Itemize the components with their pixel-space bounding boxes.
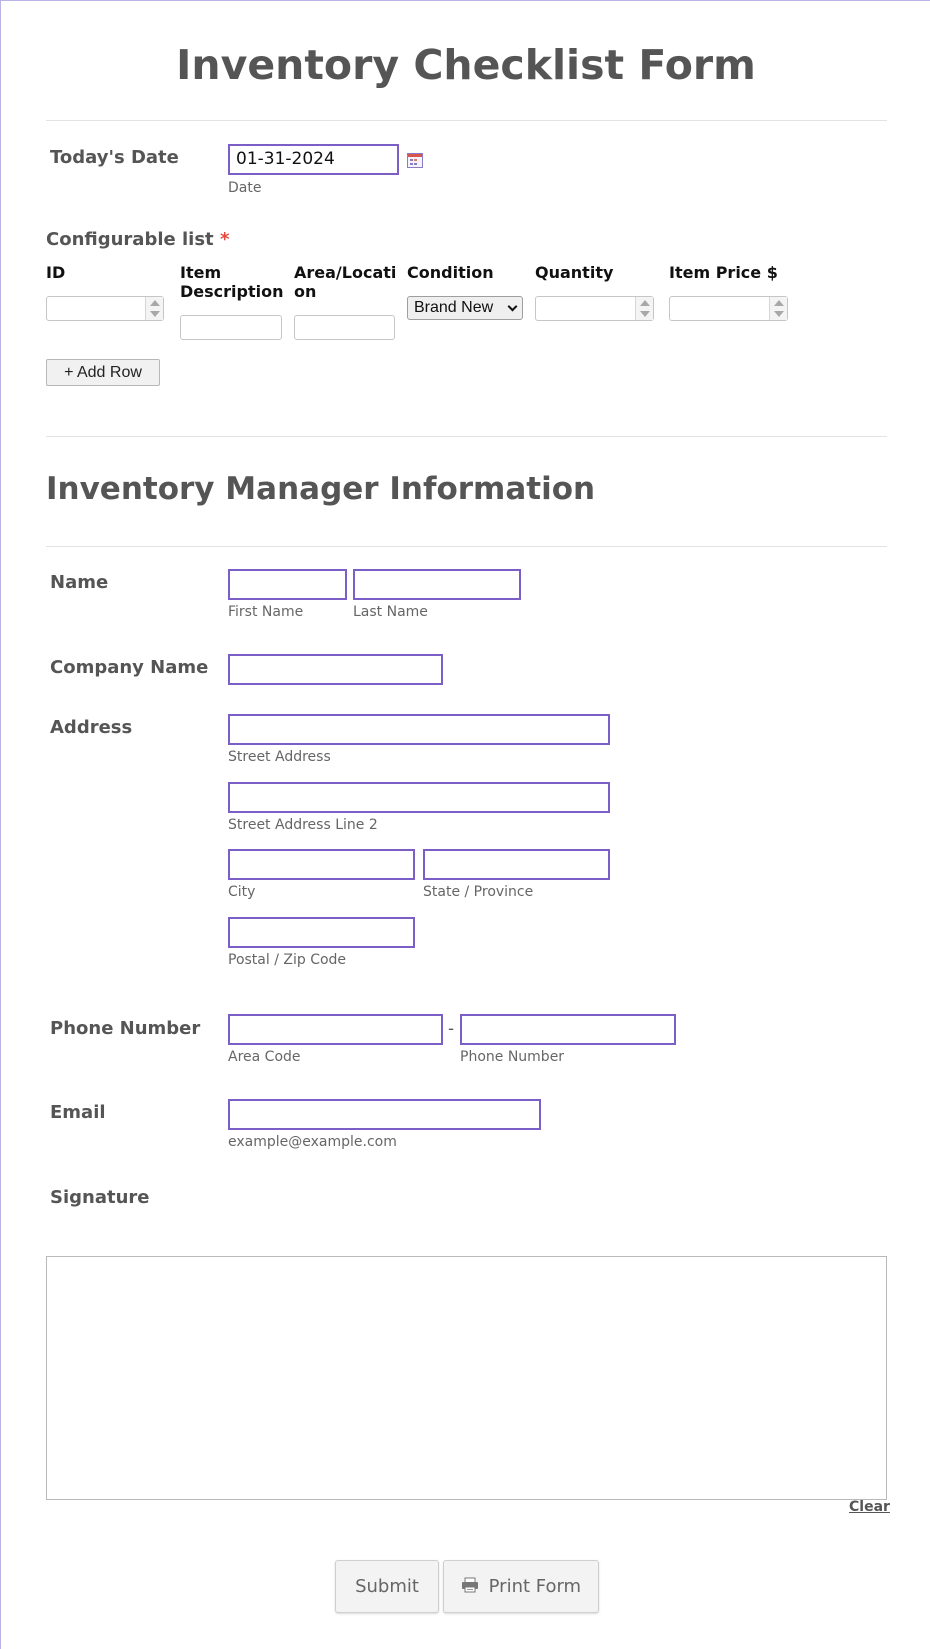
- print-form-button[interactable]: [443, 1560, 599, 1613]
- street-address-input[interactable]: [228, 714, 610, 745]
- column-header-area-location: [294, 263, 404, 301]
- printer-icon: [461, 1562, 479, 1613]
- quantity-input[interactable]: [535, 296, 654, 321]
- submit-button[interactable]: Submit: [335, 1560, 439, 1613]
- email-sublabel: example@example.com: [228, 1134, 397, 1150]
- spinner-arrows[interactable]: [145, 297, 163, 320]
- divider: [46, 120, 887, 121]
- configurable-list-label-text: Configurable list: [46, 229, 214, 250]
- column-header-item-price: Item Price $: [669, 263, 778, 282]
- name-label: Name: [50, 572, 109, 593]
- column-header-condition: Condition: [407, 263, 494, 282]
- clear-signature-link[interactable]: Clear: [849, 1499, 890, 1515]
- column-header-line: Area/Locati: [294, 263, 397, 282]
- column-header-line: Item: [180, 263, 222, 282]
- postal-code-input[interactable]: [228, 917, 415, 948]
- phone-number-label: Phone Number: [50, 1018, 201, 1039]
- form-title: Inventory Checklist Form: [176, 41, 756, 89]
- chevron-down-icon: [508, 302, 518, 312]
- postal-code-sublabel: Postal / Zip Code: [228, 952, 347, 968]
- area-code-input[interactable]: [228, 1014, 443, 1045]
- configurable-list-label: [46, 229, 229, 250]
- date-sublabel: Date: [228, 180, 262, 196]
- condition-selected-value: Brand New: [414, 299, 494, 316]
- area-code-sublabel: Area Code: [228, 1049, 301, 1065]
- phone-number-input[interactable]: [460, 1014, 676, 1045]
- calendar-icon[interactable]: [407, 153, 423, 168]
- phone-separator: -: [448, 1019, 455, 1039]
- spinner-arrows[interactable]: [769, 297, 787, 320]
- email-label: Email: [50, 1102, 106, 1123]
- street-address-line2-input[interactable]: [228, 782, 610, 813]
- date-label: Today's Date: [50, 147, 179, 168]
- company-name-input[interactable]: [228, 654, 443, 685]
- date-input[interactable]: 01-31-2024: [228, 144, 399, 175]
- first-name-sublabel: First Name: [228, 604, 304, 620]
- print-form-label: Print Form: [488, 1576, 582, 1597]
- divider: [46, 436, 887, 437]
- company-name-label: Company Name: [50, 657, 209, 678]
- city-sublabel: City: [228, 884, 256, 900]
- street-address-line2-sublabel: Street Address Line 2: [228, 817, 378, 833]
- city-input[interactable]: [228, 849, 415, 880]
- spinner-arrows[interactable]: [635, 297, 653, 320]
- street-address-sublabel: Street Address: [228, 749, 331, 765]
- item-price-input[interactable]: [669, 296, 788, 321]
- state-province-input[interactable]: [423, 849, 610, 880]
- first-name-input[interactable]: [228, 569, 347, 600]
- column-header-quantity: Quantity: [535, 263, 614, 282]
- divider: [46, 546, 887, 547]
- id-number-input[interactable]: [46, 296, 164, 321]
- email-input[interactable]: [228, 1099, 541, 1130]
- signature-label: Signature: [50, 1187, 150, 1208]
- condition-select[interactable]: [407, 296, 523, 320]
- signature-pad[interactable]: [46, 1256, 887, 1500]
- item-description-input[interactable]: [180, 315, 282, 340]
- last-name-sublabel: Last Name: [353, 604, 428, 620]
- column-header-item-description: [180, 263, 290, 301]
- area-location-input[interactable]: [294, 315, 395, 340]
- phone-number-sublabel: Phone Number: [460, 1049, 565, 1065]
- required-mark: *: [219, 229, 230, 250]
- column-header-id: ID: [46, 263, 66, 282]
- column-header-line: Description: [180, 282, 284, 301]
- address-label: Address: [50, 717, 133, 738]
- state-province-sublabel: State / Province: [423, 884, 534, 900]
- last-name-input[interactable]: [353, 569, 521, 600]
- add-row-button[interactable]: + Add Row: [46, 359, 160, 386]
- section-heading: Inventory Manager Information: [46, 471, 596, 507]
- column-header-line: on: [294, 282, 317, 301]
